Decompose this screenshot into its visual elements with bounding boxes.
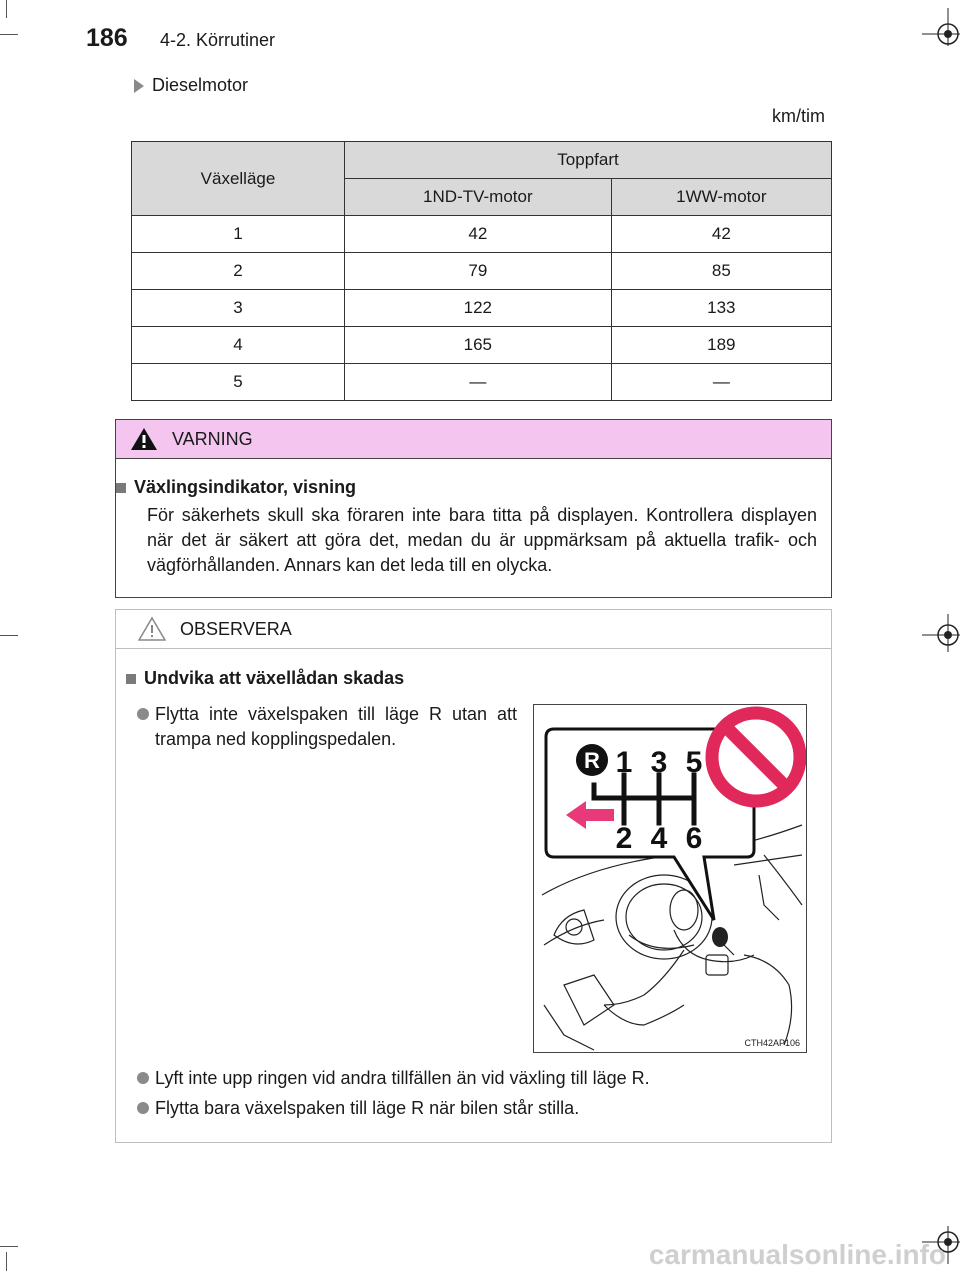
table-cell: 189 bbox=[611, 327, 831, 364]
triangle-bullet-icon bbox=[134, 79, 144, 93]
notice-title-text: Undvika att växellådan skadas bbox=[144, 668, 405, 688]
table-header-topspeed: Toppfart bbox=[345, 142, 832, 179]
crop-mark bbox=[0, 635, 18, 636]
bullet-text: Lyft inte upp ringen vid andra tillfällen än vid växling till läge R. bbox=[155, 1068, 650, 1088]
bullet-text: Flytta inte växelspaken till läge R utan att trampa ned kopplingspedalen. bbox=[155, 704, 517, 749]
gear-label: 3 bbox=[650, 746, 668, 779]
table-cell: 85 bbox=[611, 253, 831, 290]
table-cell: 79 bbox=[345, 253, 612, 290]
warning-box bbox=[115, 419, 832, 598]
section-title: 4-2. Körrutiner bbox=[160, 30, 276, 50]
page-number: 186 bbox=[86, 24, 128, 52]
warning-title-text: Växlingsindikator, visning bbox=[134, 477, 357, 497]
square-bullet-icon bbox=[126, 674, 136, 684]
driver-illustration bbox=[534, 705, 806, 1052]
table-cell: — bbox=[611, 364, 831, 401]
table-header-engine2: 1WW-motor bbox=[611, 179, 831, 216]
unit-label: km/tim bbox=[772, 106, 825, 126]
gear-label: 6 bbox=[685, 822, 703, 855]
crop-mark bbox=[6, 0, 7, 18]
registration-mark-icon bbox=[922, 614, 960, 652]
gear-label: 5 bbox=[685, 746, 703, 779]
table-cell: 165 bbox=[345, 327, 612, 364]
notice-title bbox=[126, 668, 404, 689]
table-row bbox=[132, 364, 832, 401]
gear-label-r: R bbox=[584, 748, 600, 773]
warning-label: VARNING bbox=[172, 428, 253, 449]
table-row bbox=[132, 216, 832, 253]
subheading bbox=[134, 75, 248, 96]
circle-bullet-icon bbox=[137, 708, 149, 720]
table-cell: 3 bbox=[132, 290, 345, 327]
table-cell: 4 bbox=[132, 327, 345, 364]
circle-bullet-icon bbox=[137, 1102, 149, 1114]
bullet-text: Flytta bara växelspaken till läge R när bilen står stilla. bbox=[155, 1098, 580, 1118]
gear-label: 2 bbox=[615, 822, 633, 855]
table-cell: 133 bbox=[611, 290, 831, 327]
crop-mark bbox=[0, 1246, 18, 1247]
warning-title bbox=[116, 477, 817, 498]
warning-text: För säkerhets skull ska föraren inte bara titta på displayen. Kontrollera displayen när det är säkert att göra det, medan du är uppmärksam på aktuella trafik- och vägförhållanden. Annars kan det leda till en olycka. bbox=[147, 505, 817, 575]
gear-shift-figure bbox=[533, 704, 807, 1053]
figure-code: CTH42AP106 bbox=[744, 1038, 800, 1048]
crop-mark bbox=[6, 1252, 7, 1271]
top-speed-table bbox=[131, 141, 832, 401]
registration-mark-icon bbox=[922, 8, 960, 46]
square-bullet-icon bbox=[116, 483, 126, 493]
watermark: carmanualsonline.info bbox=[648, 1239, 946, 1270]
subheading-text: Dieselmotor bbox=[152, 75, 249, 95]
table-header-gear: Växelläge bbox=[132, 142, 345, 216]
caution-triangle-icon bbox=[138, 616, 166, 642]
crop-mark bbox=[0, 34, 18, 35]
table-cell: 5 bbox=[132, 364, 345, 401]
table-header-engine1: 1ND-TV-motor bbox=[345, 179, 612, 216]
circle-bullet-icon bbox=[137, 1072, 149, 1084]
table-row bbox=[132, 327, 832, 364]
table-cell: 42 bbox=[345, 216, 612, 253]
list-item bbox=[137, 1066, 817, 1091]
warning-triangle-icon bbox=[130, 426, 158, 452]
table-row bbox=[132, 253, 832, 290]
table-cell: — bbox=[345, 364, 612, 401]
table-cell: 42 bbox=[611, 216, 831, 253]
list-item bbox=[137, 1096, 817, 1121]
list-item bbox=[137, 702, 517, 752]
table-cell: 1 bbox=[132, 216, 345, 253]
table-row bbox=[132, 290, 832, 327]
table-cell: 2 bbox=[132, 253, 345, 290]
warning-header bbox=[116, 420, 831, 459]
gear-label: 4 bbox=[650, 822, 668, 855]
table-cell: 122 bbox=[345, 290, 612, 327]
notice-label: OBSERVERA bbox=[180, 618, 292, 639]
notice-header bbox=[116, 610, 831, 649]
gear-label: 1 bbox=[615, 746, 633, 779]
